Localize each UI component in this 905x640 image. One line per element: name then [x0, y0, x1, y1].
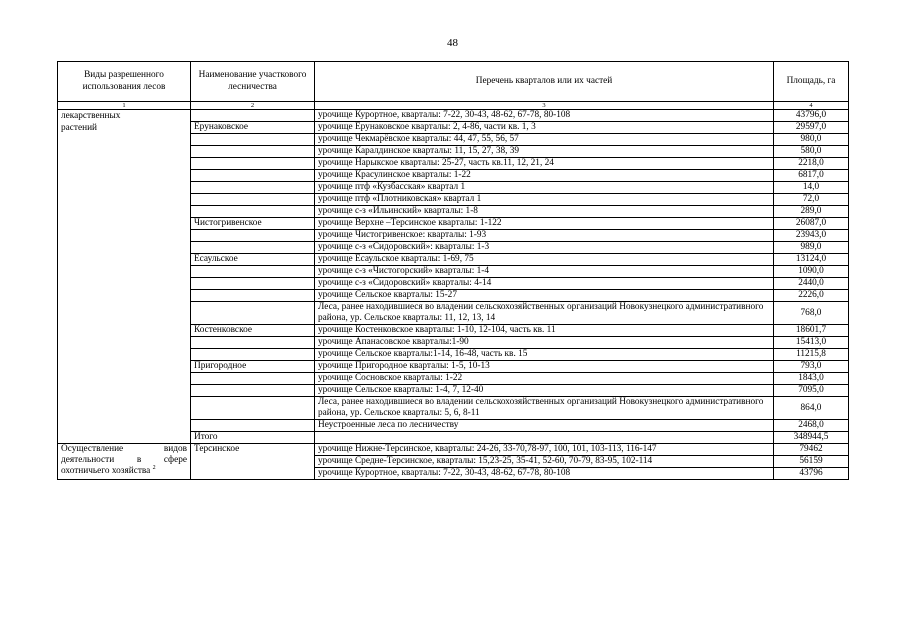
quarters-cell: урочище Курортное, кварталы: 7-22, 30-43, 48-62, 67-78, 80-108: [315, 110, 774, 122]
use-type-text: [61, 110, 187, 135]
area-cell: 29597,0: [774, 122, 849, 134]
page-number: 48: [447, 37, 458, 49]
quarters-cell: урочище птф «Плотниковская» квартал 1: [315, 194, 774, 206]
forestry-cell: [191, 182, 315, 194]
forestry-cell: [191, 349, 315, 361]
area-cell: 864,0: [774, 397, 849, 420]
use-type-line: Осуществление видов: [61, 444, 187, 454]
use-type-line: растений: [61, 123, 98, 134]
area-cell: 7095,0: [774, 385, 849, 397]
table-body: [58, 110, 849, 480]
forestry-cell: [191, 397, 315, 420]
forestry-cell: [191, 170, 315, 182]
column-number: 4: [774, 102, 849, 110]
area-cell: 2440,0: [774, 278, 849, 290]
area-cell: 43796,0: [774, 110, 849, 122]
quarters-cell: урочище Чистогривенское: кварталы: 1-93: [315, 230, 774, 242]
quarters-cell: урочище Средне-Терсинское, кварталы: 15,23-25, 35-41, 52-60, 70-79, 83-95, 102-114: [315, 456, 774, 468]
quarters-cell: урочище Апанасовское кварталы:1-90: [315, 337, 774, 349]
quarters-cell: урочище Каралдинское кварталы: 11, 15, 27, 38, 39: [315, 146, 774, 158]
forestry-cell: [191, 385, 315, 397]
quarters-cell: урочище Ерунаковское кварталы: 2, 4-86, части кв. 1, 3: [315, 122, 774, 134]
quarters-cell: урочище с-з «Сидоровский»: кварталы: 1-3: [315, 242, 774, 254]
quarters-cell: Леса, ранее находившиеся во владении сельскохозяйственных организаций Новокузнецкого административного района, ур. Сельское кварталы: 5, 6, 8-11: [315, 397, 774, 420]
header-forestry: Наименование участкового лесничества: [191, 62, 315, 102]
header-use-type: Виды разрешенного использования лесов: [58, 62, 191, 102]
forestry-cell: [191, 158, 315, 170]
table-row: [58, 444, 849, 456]
forestry-cell: [191, 420, 315, 432]
quarters-cell: урочище Верхне –Терсинское кварталы: 1-122: [315, 218, 774, 230]
quarters-cell: урочище Сосновское кварталы: 1-22: [315, 373, 774, 385]
area-cell: 13124,0: [774, 254, 849, 266]
table-header-row: [58, 62, 849, 102]
area-cell: 980,0: [774, 134, 849, 146]
forestry-cell: [191, 194, 315, 206]
quarters-cell: урочище Пригородное кварталы: 1-5, 10-13: [315, 361, 774, 373]
use-type-text: [61, 444, 187, 477]
area-cell: 18601,7: [774, 325, 849, 337]
quarters-cell: Неустроенные леса по лесничеству: [315, 420, 774, 432]
area-cell: 1843,0: [774, 373, 849, 385]
quarters-cell: урочище Нижне-Терсинское, кварталы: 24-26, 33-70,78-97, 100, 101, 103-113, 116-147: [315, 444, 774, 456]
forestry-cell: [191, 266, 315, 278]
quarters-cell: урочище Нарыкское кварталы: 25-27, часть кв.11, 12, 21, 24: [315, 158, 774, 170]
header-area: Площадь, га: [774, 62, 849, 102]
table-row: [58, 110, 849, 122]
area-cell: 56159: [774, 456, 849, 468]
header-quarters: Перечень кварталов или их частей: [315, 62, 774, 102]
forestry-cell: Костенковское: [191, 325, 315, 337]
forestry-cell: [191, 373, 315, 385]
forestry-cell: [191, 278, 315, 290]
quarters-cell: урочище птф «Кузбасская» квартал 1: [315, 182, 774, 194]
area-cell: 1090,0: [774, 266, 849, 278]
column-number: 1: [58, 102, 191, 110]
quarters-cell: урочище с-з «Чистогорский» кварталы: 1-4: [315, 266, 774, 278]
area-cell: 289,0: [774, 206, 849, 218]
forestry-cell: [191, 230, 315, 242]
forestry-cell: [191, 146, 315, 158]
area-cell: 23943,0: [774, 230, 849, 242]
quarters-cell: урочище с-з «Ильинский» кварталы: 1-8: [315, 206, 774, 218]
area-cell: 580,0: [774, 146, 849, 158]
area-cell: 6817,0: [774, 170, 849, 182]
quarters-cell: урочище Костенковское кварталы: 1-10, 12-104, часть кв. 11: [315, 325, 774, 337]
use-type-cell: [58, 444, 191, 480]
forestry-cell: Ерунаковское: [191, 122, 315, 134]
column-number-row: [58, 102, 849, 110]
area-cell: 793,0: [774, 361, 849, 373]
area-cell: 2218,0: [774, 158, 849, 170]
area-cell: 989,0: [774, 242, 849, 254]
area-cell: 2468,0: [774, 420, 849, 432]
area-cell: 43796: [774, 468, 849, 480]
column-number: 2: [191, 102, 315, 110]
forestry-cell: [191, 302, 315, 325]
column-number: 3: [315, 102, 774, 110]
total-label: Итого: [191, 432, 315, 444]
use-type-line: охотничьего хозяйства: [61, 466, 151, 476]
quarters-cell: урочище Курортное, кварталы: 7-22, 30-43, 48-62, 67-78, 80-108: [315, 468, 774, 480]
quarters-cell: урочище с-з «Сидоровский» кварталы: 4-14: [315, 278, 774, 290]
total-empty-cell: [315, 432, 774, 444]
total-area: 348944,5: [774, 432, 849, 444]
use-type-line-wrap: [61, 466, 156, 476]
quarters-cell: урочище Красулинское кварталы: 1-22: [315, 170, 774, 182]
quarters-cell: урочище Сельское кварталы:1-14, 16-48, часть кв. 15: [315, 349, 774, 361]
area-cell: 14,0: [774, 182, 849, 194]
area-cell: 15413,0: [774, 337, 849, 349]
forestry-cell: [191, 110, 315, 122]
forestry-cell: [191, 337, 315, 349]
forestry-cell: Терсинское: [191, 444, 315, 480]
footnote-mark: 2: [152, 464, 156, 471]
area-cell: 11215,8: [774, 349, 849, 361]
quarters-cell: урочище Сельское кварталы: 1-4, 7, 12-40: [315, 385, 774, 397]
forestry-cell: [191, 206, 315, 218]
forestry-cell: Чистогривенское: [191, 218, 315, 230]
forestry-cell: [191, 290, 315, 302]
area-cell: 2226,0: [774, 290, 849, 302]
use-type-line: деятельности в сфере: [61, 455, 187, 465]
use-type-line: лекарственных: [61, 111, 121, 121]
forest-use-table: [57, 61, 849, 480]
forestry-cell: [191, 134, 315, 146]
use-type-cell: [58, 110, 191, 444]
area-cell: 79462: [774, 444, 849, 456]
area-cell: 768,0: [774, 302, 849, 325]
quarters-cell: урочище Чекмарёвское кварталы: 44, 47, 55, 56, 57: [315, 134, 774, 146]
area-cell: 72,0: [774, 194, 849, 206]
forestry-cell: Есаульское: [191, 254, 315, 266]
quarters-cell: Леса, ранее находившиеся во владении сельскохозяйственных организаций Новокузнецкого административного района, ур. Сельское кварталы: 11, 12, 13, 14: [315, 302, 774, 325]
forestry-cell: Пригородное: [191, 361, 315, 373]
area-cell: 26087,0: [774, 218, 849, 230]
quarters-cell: урочище Сельское кварталы: 15-27: [315, 290, 774, 302]
forestry-cell: [191, 242, 315, 254]
quarters-cell: урочище Есаульское кварталы: 1-69, 75: [315, 254, 774, 266]
